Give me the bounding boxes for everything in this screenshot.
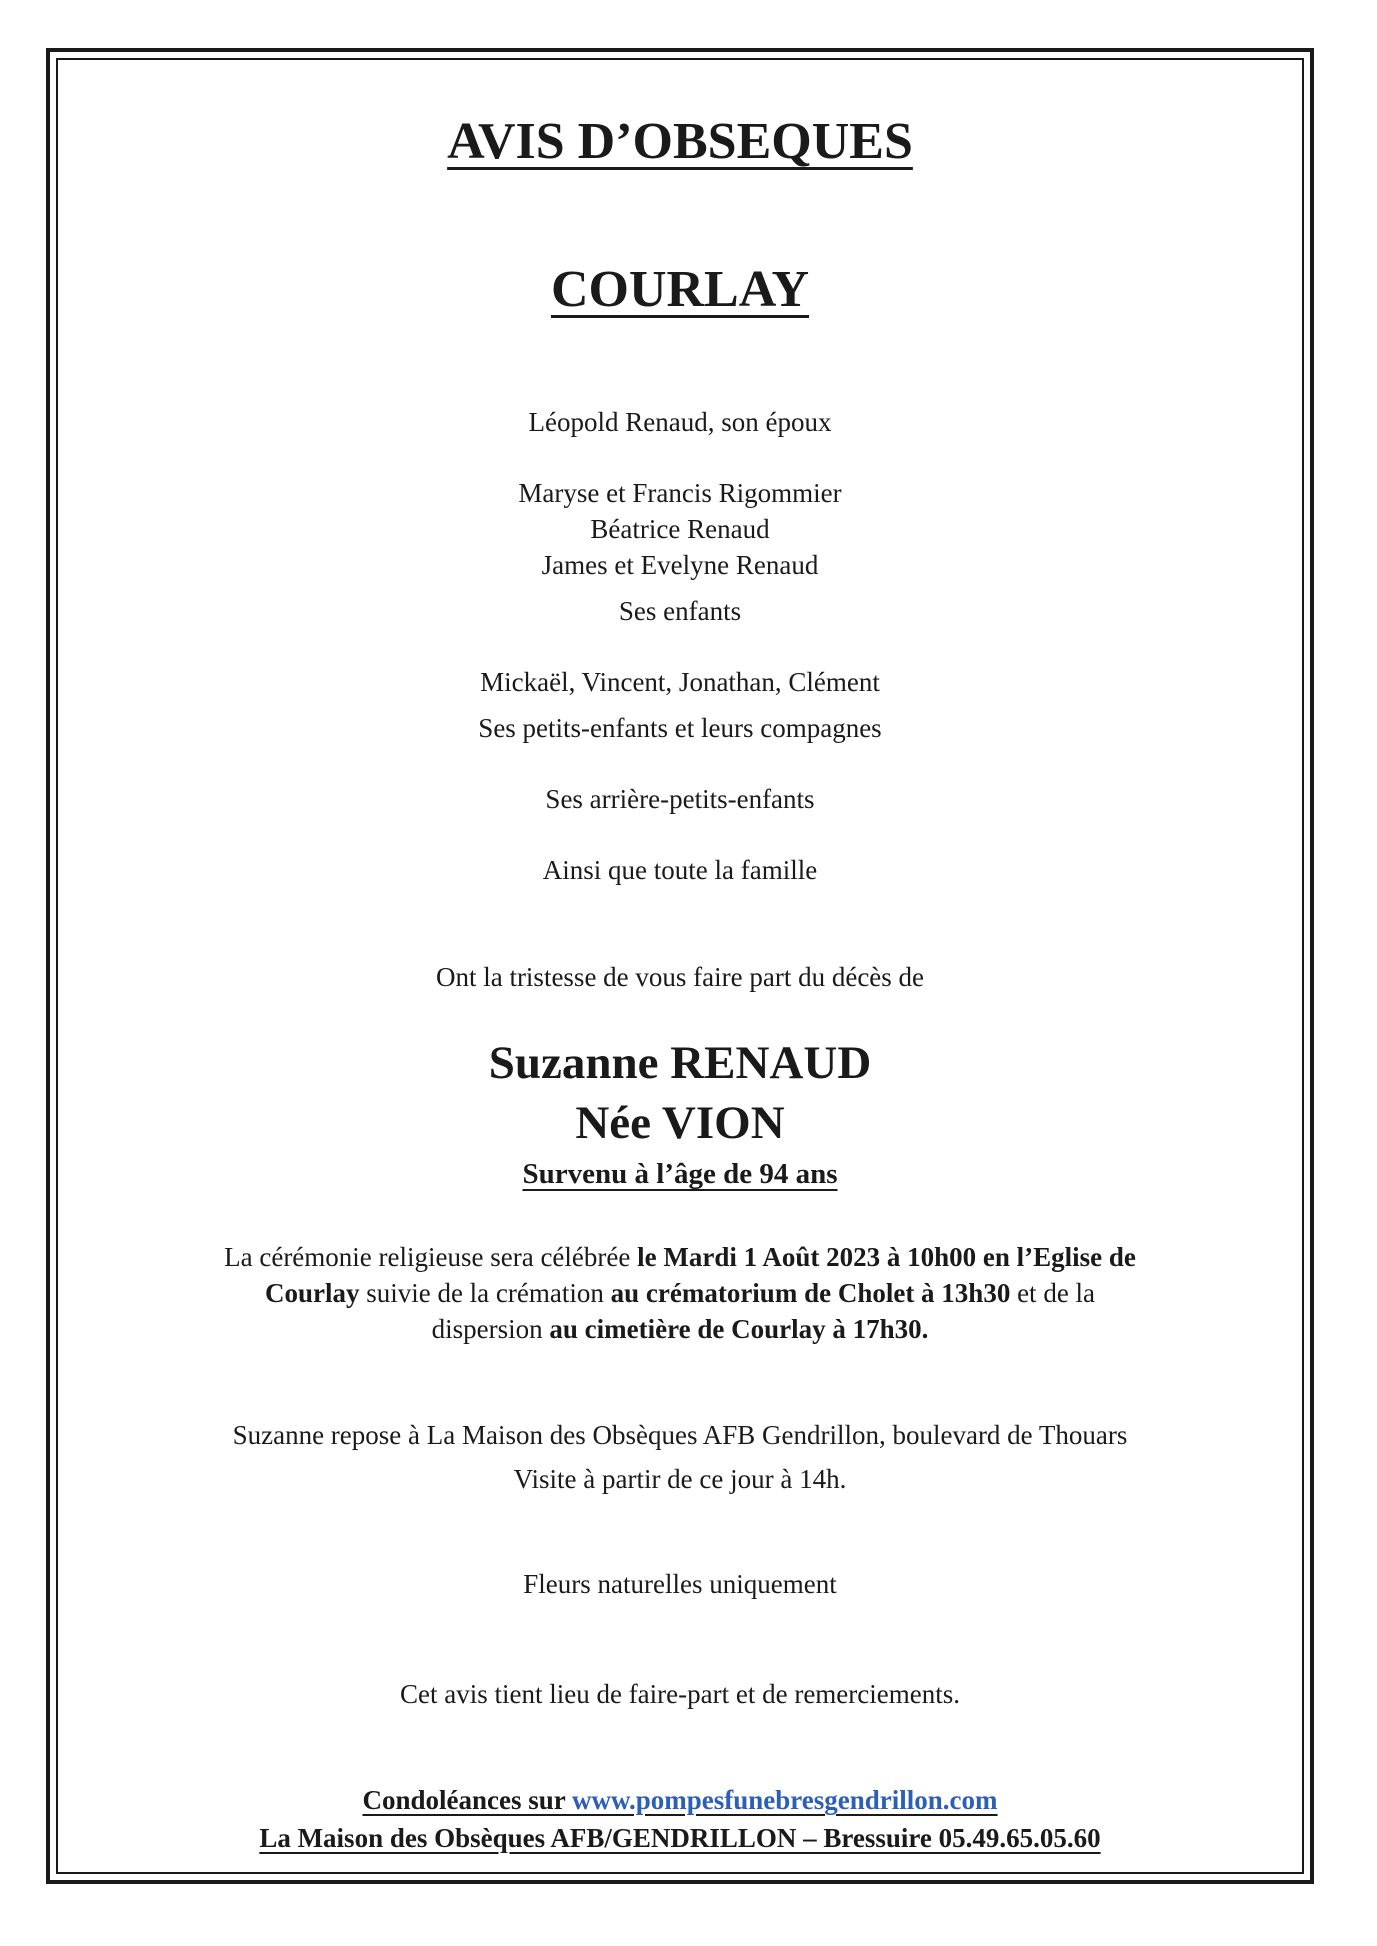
children-label: Ses enfants	[618, 596, 742, 626]
grandchildren-label: Ses petits-enfants et leurs compagnes	[478, 713, 882, 743]
rest-location-line: Suzanne repose à La Maison des Obsèques AFB Gendrillon, boulevard de Thouars	[232, 1420, 1128, 1450]
contact-line: La Maison des Obsèques AFB/GENDRILLON – Bressuire 05.49.65.05.60	[259, 1823, 1101, 1853]
great-grandchildren-line: Ses arrière-petits-enfants	[545, 784, 815, 814]
maiden-name: Née VION	[575, 1097, 785, 1149]
website-link[interactable]: www.pompesfunebresgendrillon.com	[572, 1785, 998, 1815]
town-heading: COURLAY	[550, 261, 810, 318]
ceremony-line-3: dispersion au cimetière de Courlay à 17h30.	[431, 1314, 929, 1344]
age-line: Survenu à l’âge de 94 ans	[522, 1158, 838, 1190]
closing-line: Cet avis tient lieu de faire-part et de remerciements.	[400, 1679, 960, 1709]
visit-line: Visite à partir de ce jour à 14h.	[513, 1464, 847, 1494]
ceremony-line-2: Courlay suivie de la crémation au crématorium de Cholet à 13h30 et de la	[264, 1278, 1096, 1308]
flowers-line: Fleurs naturelles uniquement	[523, 1569, 837, 1599]
child-line: Béatrice Renaud	[590, 514, 770, 544]
spouse-line: Léopold Renaud, son époux	[528, 407, 832, 437]
notice-title: AVIS D’OBSEQUES	[447, 113, 913, 170]
deceased-name: Suzanne RENAUD	[488, 1037, 872, 1089]
family-line: Ainsi que toute la famille	[542, 855, 818, 885]
announcement-line: Ont la tristesse de vous faire part du décès de	[435, 962, 925, 992]
condolences-label: Condoléances sur	[362, 1785, 572, 1815]
child-line: Maryse et Francis Rigommier	[518, 478, 842, 508]
ceremony-line-1: La cérémonie religieuse sera célébrée le Mardi 1 Août 2023 à 10h00 en l’Eglise de	[224, 1242, 1136, 1272]
condolences-line	[58, 1785, 1302, 1816]
child-line: James et Evelyne Renaud	[541, 550, 819, 580]
grandchildren-names: Mickaël, Vincent, Jonathan, Clément	[480, 667, 880, 697]
